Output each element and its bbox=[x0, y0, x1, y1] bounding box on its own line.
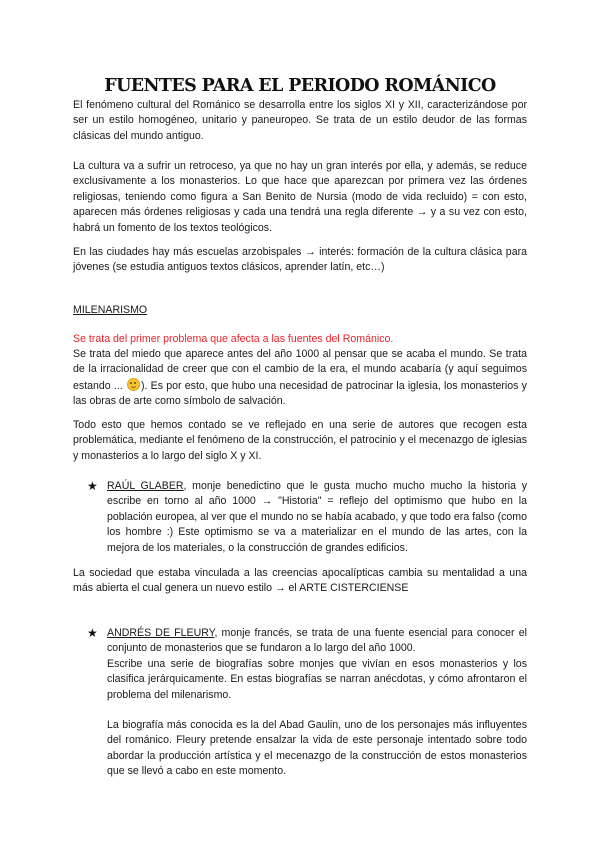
highlighted-intro-line: Se trata del primer problema que afecta a las fuentes del Románico. bbox=[73, 333, 394, 345]
milenarismo-text-end: ). Es por esto, que hubo una necesidad de patrocinar la iglesia, los monasterios y las obras de arte como símbolo de salvación. bbox=[73, 379, 527, 408]
page-title: FUENTES PARA EL PERIODO ROMÁNICO bbox=[104, 76, 496, 96]
list-item-andres-de-fleury bbox=[87, 626, 527, 780]
milenarismo-text-start: Se trata del miedo que aparece antes del año 1000 al pensar que se acaba el mundo. Se trata de la irracionalidad de creer que con el cambio de la era, el mundo acabaría (y aquí seguimos estando ... bbox=[73, 348, 527, 392]
intro-paragraph: El fenómeno cultural del Románico se desarrolla entre los siglos XI y XII, caracterizándose por ser un estilo homogéneo, unitario y paneuropeo. Se trata de un estilo deudor de las formas clásicas del mundo antiguo. bbox=[73, 99, 527, 142]
list-item-paragraph: Escribe una serie de biografías sobre monjes que vivían en esos monasterios y los clasifica jerárquicamente. En estas biografías se narran anécdotas, y cómo afrontaron el problema del milenarismo. bbox=[107, 657, 527, 701]
author-name: RAÚL GLABER bbox=[107, 480, 184, 492]
authors-paragraph: Todo esto que hemos contado se ve reflejado en una serie de autores que recogen esta problemática, mediante el fenómeno de la construcción, el patrocinio y el mecenazgo de iglesias y monasterios a lo largo del siglo X y XI. bbox=[73, 419, 527, 462]
schools-paragraph: En las ciudades hay más escuelas arzobispales → interés: formación de la cultura clásica para jóvenes (se estudia antiguos textos clásicos, aprender latín, etc…) bbox=[73, 246, 527, 274]
author-name: ANDRÉS DE FLEURY bbox=[107, 627, 215, 639]
author-description: , monje benedictino que le gusta mucho mucho mucho la historia y escribe en torno al año 1000 → "Historia" = reflejo del optimismo que hubo en la población europea, al ver que el mundo no se había acabado, y que todo era falso (como los hombre :) Este optimismo se va a materializar en el mundo de las artes, con la mejora de los materiales, o la construcción de grandes edificios. bbox=[107, 480, 528, 554]
smile-emoji-icon bbox=[127, 378, 140, 391]
list-item-paragraph: La biografía más conocida es la del Abad Gaulin, uno de los personajes más influyentes del románico. Fleury pretende ensalzar la vida de este personaje intentado sobre todo abordar la producción artística y el mecenazgo de la construcción de estos monasterios que se llevó a cabo en este momento. bbox=[107, 719, 527, 778]
list-item-text bbox=[107, 479, 527, 556]
list-item-text bbox=[107, 626, 527, 657]
star-bullet-icon: ★ bbox=[87, 479, 98, 493]
section-heading-milenarismo: MILENARISMO bbox=[73, 304, 148, 316]
star-bullet-icon: ★ bbox=[87, 626, 98, 640]
list-item-raul-glaber bbox=[87, 479, 528, 556]
milenarismo-paragraph bbox=[73, 347, 527, 410]
culture-paragraph: La cultura va a sufrir un retroceso, ya que no hay un gran interés por ella, y además, se reduce exclusivamente a los monasterios. Lo que hace que aparezcan por primera vez las órdenes religiosas, teniendo como figura a San Benito de Nursia (modo de vida recluido) = con esto, aparecen más órdenes religiosas y cada una tendrá una regla diferente → y a su vez con esto, habrá un fomento de los textos teológicos. bbox=[73, 160, 527, 234]
society-paragraph: La sociedad que estaba vinculada a las creencias apocalípticas cambia su mentalidad a una más abierta el cual genera un nuevo estilo → el ARTE CISTERCIENSE bbox=[73, 567, 527, 595]
author-description: , monje francés, se trata de una fuente esencial para conocer el conjunto de monasterios que se fundaron a lo largo del año 1000. bbox=[107, 627, 527, 655]
